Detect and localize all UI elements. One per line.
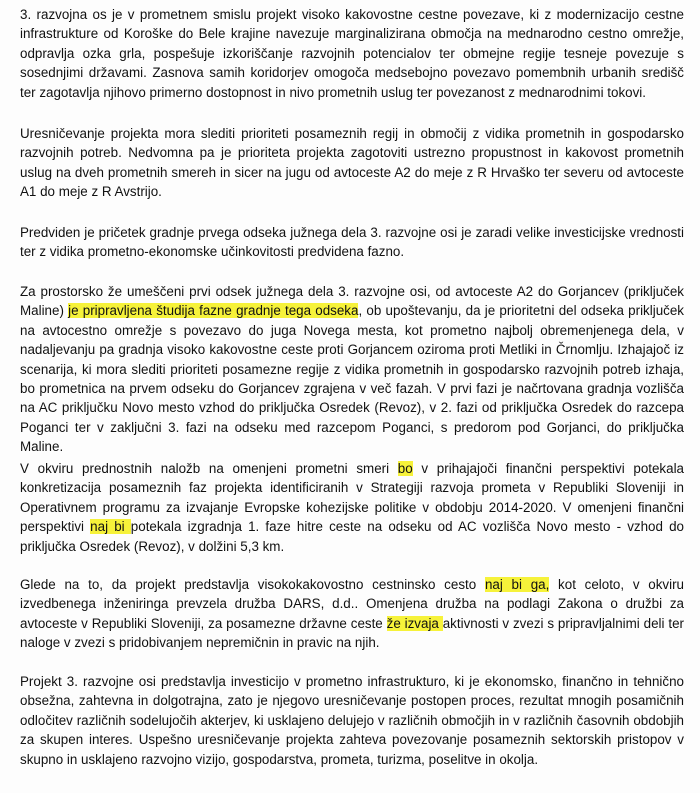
paragraph-7-text: Projekt 3. razvojne osi predstavlja investicijo v prometno infrastrukturo, ki je ekonomsko, finančno in tehnično obsežna, zahtevna in dolgotrajna, zato je njegovo uresničevanje postopen proces, rezultat mnogih posamičnih odločitev različnih sodelujočih akterjev, ki usklajeno delujejo v različnih območjih in v različnih časovnih obdobjih za skupen interes. Uspešno uresničevanje projekta zahteva povezovanje posameznih sektorskih pristopov v skupno in usklajeno razvojno vizijo, gospodarstva, prometa, turizma, poselitve in okolja. (20, 674, 684, 767)
paragraph-1 (20, 5, 684, 102)
highlighted-text: je pripravljena študija fazne gradnje tega odseka (68, 303, 359, 319)
paragraph-6-text-b: kot celoto, v okviru izvedbenega inženiringa prevzela družba DARS, d.d.. Omenjena družba na podlagi Zakona o družbi za avtoceste v Republiki Sloveniji, za posamezne državne ceste (20, 577, 684, 631)
paragraph-6 (20, 575, 684, 653)
paragraph-4-text-b: , ob upoštevanju, da je prioritetni del odseka priključek na avtocestno omrežje s povezavo do juga Novega mesta, kot prometno najbolj obremenjenega dela, v nadaljevanju pa gradnja visoko kakovostne ceste proti Gorjancem oziroma proti Metliki in Črnomlju. Izhajajoč iz scenarija, ki mora slediti prioriteti posamezne regije z vidika prometnih in gospodarsko razvojnih potreb izhaja, bo prometnica na prvem odseku do Gorjancev zgrajena v več fazah. V prvi fazi je načrtovana gradnja vozlišča na AC priključku Novo mesto vzhod do priključka Osredek (Revoz), v 2. fazi od priključka Osredek do razcepa Poganci ter v zaključni 3. fazi na odseku med razcepom Poganci, s predorom pod Gorjanci, do priključka Maline. (20, 303, 684, 455)
paragraph-5-text-b: v prihajajoči finančni perspektivi potekala konkretizacija posameznih faz projekta identificiranih v Strategiji razvoja prometa v Republiki Sloveniji in Operativnem programu za izvajanje Evropske kohezijske politike v obdobju 2014-2020. V omenjeni finančni perspektivi (20, 461, 684, 535)
paragraph-5-text-a: V okviru prednostnih naložb na omenjeni prometni smeri (20, 461, 398, 476)
paragraph-4 (20, 282, 684, 457)
highlighted-text: naj bi ga, (484, 577, 550, 592)
paragraph-6-text-a: Glede na to, da projekt predstavlja visokokakovostno cestninsko cesto (20, 577, 485, 592)
highlighted-text: že izvaja (386, 615, 443, 631)
paragraph-3 (20, 223, 684, 262)
paragraph-5-text-c: potekala izgradnja 1. faze hitre ceste na odseku od AC vozlišča Novo mesto - vzhod do priključka Osredek (Revoz), v dolžini 5,3 km. (20, 519, 684, 554)
paragraph-5 (20, 459, 684, 556)
paragraph-7 (20, 672, 684, 769)
paragraph-6-text-c: aktivnosti v zvezi s pripravljalnimi deli ter naloge v zvezi s pridobivanjem nepremičnin in pravic na njih. (20, 615, 684, 651)
paragraph-2 (20, 124, 684, 202)
highlighted-text: bo (397, 461, 413, 476)
paragraph-2-text: Uresničevanje projekta mora slediti prioriteti posameznih regij in območij z vidika prometnih in gospodarsko razvojnih potreb. Nedvomna pa je prioriteta projekta zagotoviti ustrezno propustnost in kakovost prometnih uslug na dveh prometnih smereh in sicer na jugu od avtoceste A2 do meje z R Hrvaško ter severu od avtoceste A1 do meje z R Avstrijo. (20, 126, 684, 200)
paragraph-1-text: 3. razvojna os je v prometnem smislu projekt visoko kakovostne cestne povezave, ki z modernizacijo cestne infrastrukture od Koroške do Bele krajine navezuje marginalizirana območja na mednarodno cestno omrežje, odpravlja ozka grla, pospešuje izkoriščanje razvojnih potencialov ter obmejne regije tesneje povezuje s sosednjimi državami. Zasnova samih koridorjev omogoča medsebojno povezavo pomembnih urbanih središč ter zagotavlja njihovo primerno dostopnost in nivo prometnih uslug ter povezanost z mednarodnimi tokovi. (20, 7, 684, 100)
paragraph-4-text-a: Za prostorsko že umeščeni prvi odsek južnega dela 3. razvojne osi, od avtoceste A2 do Gorjancev (priključek Maline) (20, 284, 684, 319)
highlighted-text: naj bi (90, 519, 131, 535)
paragraph-3-text: Predviden je pričetek gradnje prvega odseka južnega dela 3. razvojne osi je zaradi velike investicijske vrednosti ter z vidika prometno-ekonomske učinkovitosti predvidena fazno. (20, 225, 684, 260)
